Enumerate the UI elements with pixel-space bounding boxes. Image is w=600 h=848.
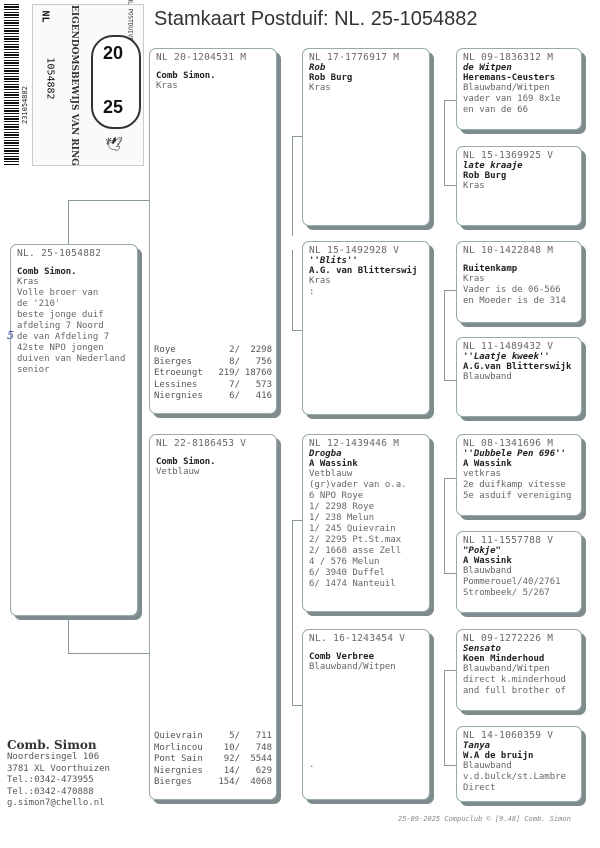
father-ring: NL 20-1204531 M	[156, 52, 247, 63]
grandparent-card[interactable]	[302, 629, 430, 800]
subject-line: Kras	[17, 277, 39, 287]
ring-year-badge	[91, 35, 141, 129]
gp-owner: Comb Verbree	[309, 652, 375, 662]
ggp-line: Blauwband/Witpen	[463, 83, 550, 93]
ring-label-side-number: 231054882	[21, 86, 29, 124]
great-grandparent-card[interactable]	[456, 241, 582, 323]
father-line: Kras	[156, 81, 178, 91]
ggp-line: Blauwband	[463, 566, 512, 576]
ggp-line: en van de 66	[463, 105, 529, 115]
ggp-owner: A Wassink	[463, 459, 512, 469]
great-grandparent-card[interactable]	[456, 531, 582, 613]
ggp-line: Strombeek/ 5/267	[463, 588, 550, 598]
gp-line: Kras	[309, 276, 331, 286]
ggp-line: 5e asduif vereniging	[463, 491, 572, 501]
father-owner: Comb Simon.	[156, 71, 216, 81]
ggp-owner: Rob Burg	[463, 171, 507, 181]
subject-owner: Comb Simon.	[17, 267, 77, 277]
ring-year-left: 20	[103, 43, 124, 63]
subject-line: afdeling 7 Noord	[17, 321, 104, 331]
father-card[interactable]	[149, 48, 277, 414]
subject-line: beste jonge duif	[17, 310, 104, 320]
ring-year-right: 25	[103, 97, 124, 117]
grandparent-card[interactable]	[302, 434, 430, 612]
ggp-line: Kras	[463, 181, 485, 191]
result-row: Morlincou 10/ 748	[154, 742, 272, 753]
result-row: Bierges 8/ 756	[154, 356, 272, 367]
great-grandparent-card[interactable]	[456, 726, 582, 802]
handwritten-mark: 5	[7, 329, 14, 342]
great-grandparent-card[interactable]	[456, 629, 582, 711]
gp-line: 6 NPO Roye	[309, 491, 364, 501]
gp-ring: NL 15-1492928 V	[309, 245, 400, 256]
gp-line: (gr)vader van o.a.	[309, 480, 407, 490]
print-stamp: 25-09-2025 Compuclub © [9.48] Comb. Simon	[398, 815, 571, 823]
ggp-line: Direct	[463, 783, 496, 793]
mother-owner: Comb Simon.	[156, 457, 216, 467]
ggp-line: Blauwband	[463, 372, 512, 382]
gp-owner: A Wassink	[309, 459, 358, 469]
ggp-ring: NL 14-1060359 V	[463, 730, 554, 741]
pigeon-logo-icon: 🕊	[105, 137, 123, 153]
ggp-owner: Koen Minderhoud	[463, 654, 545, 664]
gp-name: ''Blits''	[309, 256, 358, 266]
ggp-line: vetkras	[463, 469, 501, 479]
gp-ring: NL 12-1439446 M	[309, 438, 400, 449]
gp-line: 6/ 1474 Nanteuil	[309, 579, 396, 589]
ggp-line: 2e duifkamp vitesse	[463, 480, 566, 490]
ggp-name: late kraaje	[463, 161, 523, 171]
ggp-line: Blauwband	[463, 761, 512, 771]
gp-ring: NL 17-1776917 M	[309, 52, 400, 63]
result-row: Bierges 154/ 4068	[154, 777, 272, 787]
ggp-ring: NL 11-1557788 V	[463, 535, 554, 546]
gp-ring: NL. 16-1243454 V	[309, 633, 406, 644]
mother-card[interactable]	[149, 434, 277, 800]
ring-ownership-label	[4, 4, 144, 164]
grandparent-card[interactable]	[302, 48, 430, 226]
ggp-line: and full brother of	[463, 686, 566, 696]
ggp-line: direct k.minderhoud	[463, 675, 566, 685]
subject-line: 42ste NPO jongen	[17, 343, 104, 353]
subject-card[interactable]	[7, 244, 138, 616]
ring-label-country: NL	[39, 10, 51, 23]
ggp-ring: NL 09-1272226 M	[463, 633, 554, 644]
ggp-line: Blauwband/Witpen	[463, 664, 550, 674]
ggp-line: Kras	[463, 274, 485, 284]
great-grandparent-card[interactable]	[456, 434, 582, 516]
result-row: Roye 2/ 2298	[154, 345, 272, 355]
ggp-name: ''Laatje kweek''	[463, 352, 550, 362]
gp-line: 1/ 245 Quievrain	[309, 524, 396, 534]
gp-owner: Rob Burg	[309, 73, 353, 83]
gp-line: 1/ 238 Melun	[309, 513, 375, 523]
ggp-owner: Heremans-Ceusters	[463, 73, 556, 83]
ggp-owner: Ruitenkamp	[463, 264, 518, 274]
subject-line: duiven van Nederland	[17, 354, 126, 364]
ggp-owner: W.A de bruijn	[463, 751, 534, 761]
ggp-name: Tanya	[463, 741, 491, 751]
ggp-owner: A Wassink	[463, 556, 512, 566]
ring-label-number: 1054882	[44, 57, 56, 100]
ggp-ring: NL 15-1369925 V	[463, 150, 554, 161]
barcode-icon	[4, 4, 19, 166]
great-grandparent-card[interactable]	[456, 337, 582, 417]
result-row: Etroeungt 219/ 18760	[154, 368, 272, 378]
ggp-line: v.d.bulck/st.Lambre	[463, 772, 566, 782]
owner-address-line: 3781 XL Voorthuizen	[7, 763, 110, 774]
ggp-ring: NL 08-1341696 M	[463, 438, 554, 449]
ggp-name: de Witpen	[463, 63, 512, 73]
mother-results	[154, 731, 272, 789]
ggp-name: Sensato	[463, 644, 501, 654]
gp-owner: A.G. van Blitterswij	[309, 266, 418, 276]
gp-line: 2/ 1668 asse Zell	[309, 546, 402, 556]
mother-ring: NL 22-8186453 V	[156, 438, 247, 449]
gp-name: Rob	[309, 63, 326, 73]
ggp-line: vader van 169 8x1e	[463, 94, 561, 104]
owner-phone: Tel.:0342-470888	[7, 786, 94, 797]
ggp-line: Pommerouel/40/2761	[463, 577, 561, 587]
ggp-line: Vader is de 06-566	[463, 285, 561, 295]
result-row: Niergnies 14/ 629	[154, 765, 272, 776]
gp-line: Vetblauw	[309, 469, 353, 479]
ggp-ring: NL 09-1836312 M	[463, 52, 554, 63]
subject-line: de van Afdeling 7	[17, 332, 110, 342]
ggp-owner: A.G.van Blitterswijk	[463, 362, 572, 372]
grandparent-card[interactable]	[302, 241, 430, 415]
result-row: Pont Sain 92/ 5544	[154, 754, 272, 764]
great-grandparent-card[interactable]	[456, 146, 582, 226]
ggp-name: "Pokje"	[463, 546, 501, 556]
gp-line: Kras	[309, 83, 331, 93]
result-row: Lessines 7/ 573	[154, 379, 272, 390]
owner-name: Comb. Simon	[7, 738, 97, 752]
ggp-name: ''Dubbele Pen 696''	[463, 449, 566, 459]
page-title: Stamkaart Postduif: NL. 25-1054882	[154, 8, 478, 30]
owner-email[interactable]: g.simon7@chello.nl	[7, 798, 105, 808]
great-grandparent-card[interactable]	[456, 48, 582, 130]
father-results	[154, 345, 272, 403]
gp-line: 1/ 2298 Roye	[309, 502, 375, 512]
subject-line: senior	[17, 365, 50, 375]
gp-line: .	[309, 760, 315, 770]
ggp-ring: NL 11-1489432 V	[463, 341, 554, 352]
ggp-line: en Moeder is de 314	[463, 296, 566, 306]
owner-address-line: Noordersingel 106	[7, 752, 100, 762]
gp-line: 4 / 576 Melun	[309, 557, 380, 567]
gp-line: 2/ 2295 Pt.St.max	[309, 535, 402, 545]
subject-line: Volle broer van	[17, 288, 99, 298]
result-row: Niergnies 6/ 416	[154, 391, 272, 401]
ggp-ring: NL 10-1422848 M	[463, 245, 554, 256]
gp-name: Drogba	[309, 449, 342, 459]
gp-line: 6/ 3940 Duffel	[309, 568, 385, 578]
result-row: Quievrain 5/ 711	[154, 731, 272, 741]
ring-label-eigendom: EIGENDOMSBEWIJS VAN RING	[69, 5, 79, 166]
gp-line: Blauwband/Witpen	[309, 662, 396, 672]
owner-contact-block	[7, 738, 110, 810]
mother-line: Vetblauw	[156, 467, 200, 477]
subject-line: de '210'	[17, 299, 61, 309]
subject-ring: NL. 25-1054882	[17, 248, 102, 259]
owner-phone: Tel.:0342-473955	[7, 775, 94, 785]
gp-line: :	[309, 287, 315, 297]
